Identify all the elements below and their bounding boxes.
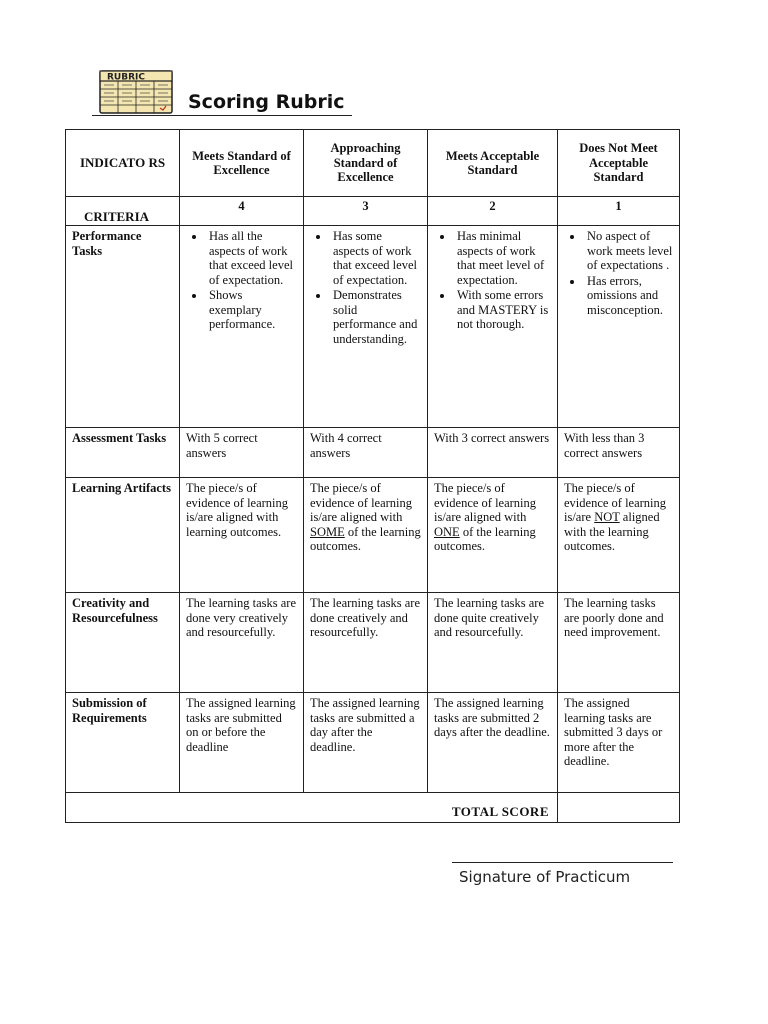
signature-line xyxy=(452,862,673,863)
emphasis: SOME xyxy=(310,524,345,539)
indicators-header: INDICATO RS xyxy=(66,130,180,197)
table-row xyxy=(66,226,680,428)
header-row xyxy=(66,130,680,197)
rubric-cell: With 4 correct answers xyxy=(304,428,428,478)
rubric-cell xyxy=(558,226,680,428)
row-label: Creativity and Resourcefulness xyxy=(66,593,180,693)
rubric-cell: The assigned learning tasks are submitted 3 days or more after the deadline. xyxy=(558,693,680,793)
svg-text:RUBRIC: RUBRIC xyxy=(107,72,145,83)
rubric-cell: The piece/s of evidence of learning is/are aligned with SOME of the learning outcomes. xyxy=(304,478,428,593)
list-item: • Has errors, omissions and misconception. xyxy=(584,274,673,318)
list-item: • No aspect of work meets level of expectations . xyxy=(584,229,673,273)
level-2-header: Meets Acceptable Standard xyxy=(428,130,558,197)
rubric-cell xyxy=(428,226,558,428)
rubric-cell: The learning tasks are done very creatively and resourcefully. xyxy=(180,593,304,693)
rubric-cell: The piece/s of evidence of learning is/are aligned with learning outcomes. xyxy=(180,478,304,593)
score-row xyxy=(66,197,680,226)
rubric-cell: The assigned learning tasks are submitted on or before the deadline xyxy=(180,693,304,793)
emphasis: ONE xyxy=(434,524,460,539)
emphasis: NOT xyxy=(594,510,620,524)
signature-label: Signature of Practicum xyxy=(459,868,631,886)
rubric-cell: The learning tasks are done quite creatively and resourcefully. xyxy=(428,593,558,693)
table-row xyxy=(66,693,680,793)
list-item: • Has minimal aspects of work that meet level of expectation. xyxy=(454,229,551,287)
rubric-cell: With 3 correct answers xyxy=(428,428,558,478)
level-4-header: Meets Standard of Excellence xyxy=(180,130,304,197)
rubric-cell: With less than 3 correct answers xyxy=(558,428,680,478)
rubric-cell: With 5 correct answers xyxy=(180,428,304,478)
rubric-table xyxy=(65,129,680,823)
list-item: • Has some aspects of work that exceed level of expectation. xyxy=(330,229,421,287)
rubric-cell: The assigned learning tasks are submitted 2 days after the deadline. xyxy=(428,693,558,793)
level-3-header: Approaching Standard of Excellence xyxy=(304,130,428,197)
rubric-logo xyxy=(98,68,176,116)
level-1-header: Does Not Meet Acceptable Standard xyxy=(558,130,680,197)
row-label: Submission of Requirements xyxy=(66,693,180,793)
total-score-value[interactable] xyxy=(558,793,680,823)
list-item: • Demonstrates solid performance and understanding. xyxy=(330,288,421,346)
score-1: 1 xyxy=(558,197,680,226)
rubric-cell: The piece/s of evidence of learning is/are NOT aligned with the learning outcomes. xyxy=(558,478,680,593)
rubric-cell: The assigned learning tasks are submitted a day after the deadline. xyxy=(304,693,428,793)
table-row xyxy=(66,593,680,693)
row-label: Assessment Tasks xyxy=(66,428,180,478)
criteria-header: CRITERIA xyxy=(66,197,180,226)
rubric-cell: The learning tasks are done creatively and resourcefully. xyxy=(304,593,428,693)
rubric-cell xyxy=(304,226,428,428)
table-row xyxy=(66,428,680,478)
rubric-cell: The piece/s of evidence of learning is/are aligned with ONE of the learning outcomes. xyxy=(428,478,558,593)
row-label: Performance Tasks xyxy=(66,226,180,428)
row-label: Learning Artifacts xyxy=(66,478,180,593)
list-item: • With some errors and MASTERY is not thorough. xyxy=(454,288,551,332)
table-row xyxy=(66,478,680,593)
title-underline xyxy=(92,115,352,116)
rubric-cell xyxy=(180,226,304,428)
rubric-cell: The learning tasks are poorly done and need improvement. xyxy=(558,593,680,693)
total-score-label: TOTAL SCORE xyxy=(66,793,558,823)
list-item: • Has all the aspects of work that exceed level of expectation. xyxy=(206,229,297,287)
score-3: 3 xyxy=(304,197,428,226)
page-title: Scoring Rubric xyxy=(188,91,345,113)
list-item: • Shows exemplary performance. xyxy=(206,288,297,332)
score-4: 4 xyxy=(180,197,304,226)
total-row xyxy=(66,793,680,823)
score-2: 2 xyxy=(428,197,558,226)
